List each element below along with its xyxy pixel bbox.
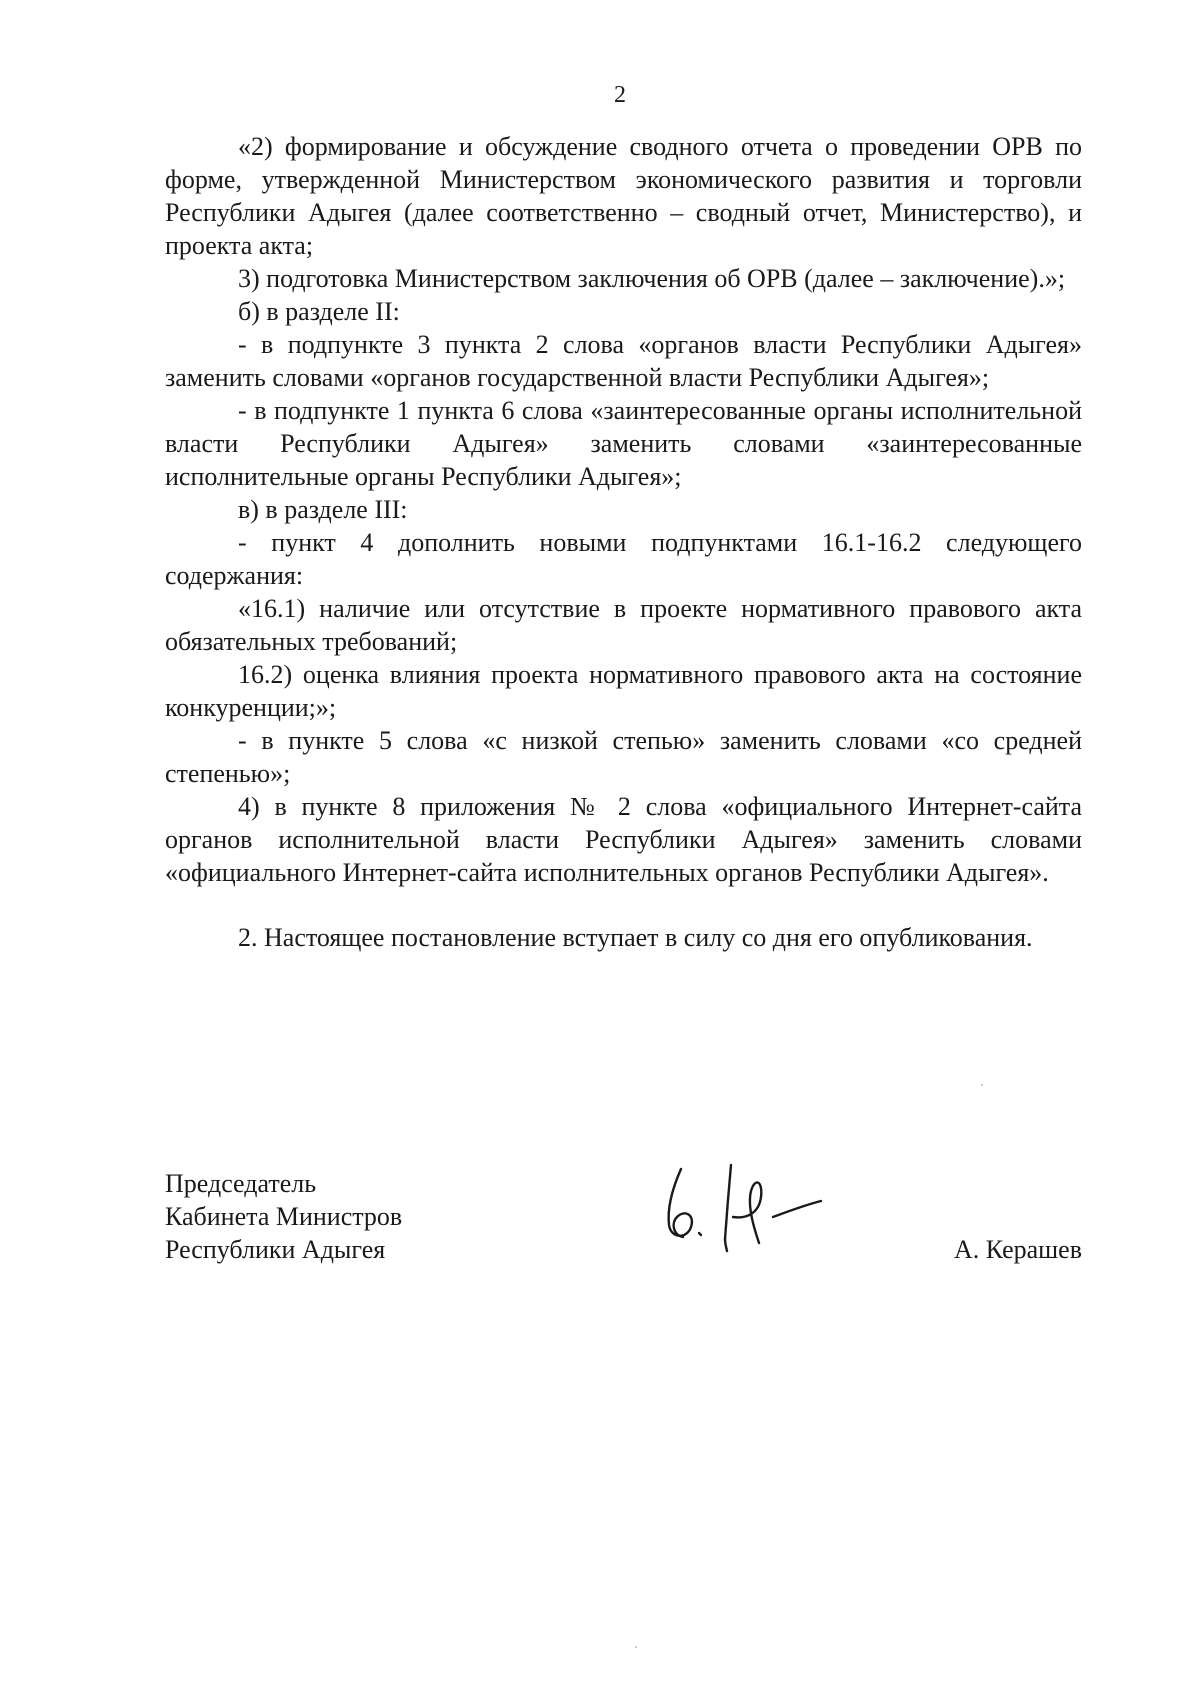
page-number: 2 (614, 82, 626, 108)
paragraph: - в подпункте 3 пункта 2 слова «органов власти Республики Адыгея» заменить словами «органов государственной власти Республики Адыгея»; (165, 330, 1082, 392)
paragraph: 3) подготовка Министерством заключения об ОРВ (далее – заключение).»; (238, 264, 1066, 293)
handwritten-signature-icon (643, 1147, 843, 1257)
signature-block (165, 1167, 1082, 1287)
paragraph: - в подпункте 1 пункта 6 слова «заинтересованные органы исполнительной власти Республики Адыгея» заменить словами «заинтересованные исполнительные органы Республики Адыгея»; (165, 396, 1082, 491)
paragraph: «2) формирование и обсуждение сводного отчета о проведении ОРВ по форме, утвержденной Министерством экономического развития и торговли Республики Адыгея (далее соответственно – сводный отчет, Министерство), и проекта акта; (165, 132, 1082, 260)
paragraph: «16.1) наличие или отсутствие в проекте нормативного правового акта обязательных требований; (165, 594, 1082, 656)
scan-speck (981, 1084, 983, 1086)
paragraph: 16.2) оценка влияния проекта нормативного правового акта на состояние конкуренции;»; (165, 660, 1082, 722)
paragraph: в) в разделе III: (238, 495, 408, 524)
signer-name: А. Керашев (953, 1235, 1082, 1264)
paragraph-effective-date: 2. Настоящее постановление вступает в силу со дня его опубликования. (238, 923, 1033, 952)
signer-position-line: Председатель (165, 1169, 317, 1198)
paragraph: б) в разделе II: (238, 297, 400, 326)
signer-position-line: Кабинета Министров (165, 1202, 403, 1231)
paragraph: - в пункте 5 слова «с низкой степью» заменить словами «со средней степенью»; (165, 726, 1082, 788)
paragraph: 4) в пункте 8 приложения № 2 слова «официального Интернет-сайта органов исполнительной власти Республики Адыгея» заменить словами «официального Интернет-сайта исполнительных органов Республики Адыгея». (165, 792, 1082, 887)
scan-speck (635, 1646, 637, 1648)
document-body (165, 130, 1082, 954)
paragraph: - пункт 4 дополнить новыми подпунктами 16.1-16.2 следующего содержания: (165, 528, 1082, 590)
signer-position-line: Республики Адыгея (165, 1235, 386, 1264)
signer-position (165, 1167, 402, 1266)
